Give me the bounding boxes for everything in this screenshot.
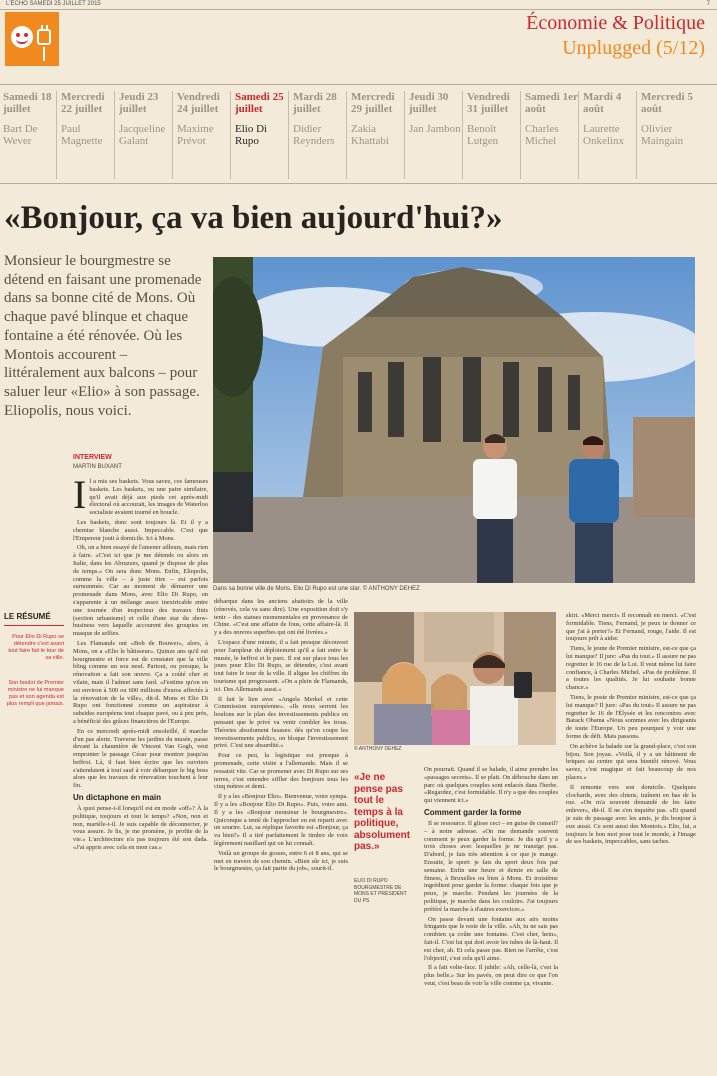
series-title: Unplugged (5/12) xyxy=(562,37,705,59)
main-photo-caption: Dans sa bonne ville de Mons, Elio Di Rupo est une star. © ANTHONY DEHEZ xyxy=(213,586,420,592)
summary-title: LE RÉSUMÉ xyxy=(4,612,51,621)
paragraph: On pourrait. Quand il se balade, il aime prendre les «passages secrets». Il se plait. On débouche dans un parc où quelques couples sont enlacés dans l'herbe. «Regardez, c'est formidable. Il n'y a que des couples qui viennent ici.» xyxy=(424,766,558,805)
schedule-item: Mardi 4 août Laurette Onkelinx xyxy=(580,91,637,179)
paragraph: Les baskets, donc sont toujours là. Et il y a chemise blanche aussi. Impeccable. C'est que l'Empereur jouit à domicile. Ici à Mons. xyxy=(73,518,208,542)
subhead: Comment garder la forme xyxy=(424,807,522,817)
article-column-3 xyxy=(424,766,558,1074)
schedule-item-active: Samedi 25 juillet Elio Di Rupo xyxy=(232,91,289,179)
schedule-item: Jeudi 23 juillet Jacqueline Galant xyxy=(116,91,173,179)
interview-schedule xyxy=(0,84,717,184)
top-rule xyxy=(0,9,717,10)
paragraph: Les Flamands ont «Bob de Bouwer», alors, à Mons, on a «Elio le bâtisseur». Quinze ans qu'il est bourgmestre et force est de constater que la ville bling comme un sou neuf. Partout, ou presque, la rénovation a fait son œuvre. Ça a coûté cher et vilain, mais il l'admet sans fard. «J'estime qu'on en est environ à 500 ou 600 millions d'euros affectés à la rénovation de la ville», dit-il. Mons et Elio Di Rupo ont fonctionné comme un aspirateur à subsides européens tout chaque pavé, ou à peu près, a bénéficié des grâces financières de l'Europe. xyxy=(73,639,208,725)
page-number: 7 xyxy=(706,1,710,7)
pull-quote: «Je ne pense pas tout le temps à la politique, absolument pas.» xyxy=(354,772,411,852)
unplugged-logo-icon xyxy=(5,12,59,66)
byline: MARTIN BUXANT xyxy=(73,464,122,470)
summary-rule xyxy=(4,625,64,626)
article-column-2 xyxy=(214,598,348,1074)
schedule-item: Samedi 1er août Charles Michel xyxy=(522,91,579,179)
pull-quote-source: ELIO DI RUPO BOURGMESTRE DE MONS ET PRÉSIDENT DU PS xyxy=(354,878,407,904)
paragraph: l a mis ses baskets. Vous savez, ces fameuses baskets. Les baskets, ou une paire similaire, qu'il avait déjà aux pieds cet après-midi électoral où accourait, les images de Waterloo socialiste avaient tourné en boucle. xyxy=(89,478,208,517)
paragraph: Tiens, le jeune de Premier ministre, est-ce que ça lui manque? Il jure: «Pas du tout.» Il assure ne pas regretter le 16 rue de la Loi. Il veut même lui faire confiance, à Charles Michel. «Pas de problème. Il a toutes les qualités. Je lui souhaite bonne chance.» xyxy=(566,645,696,692)
plug-icon xyxy=(37,29,51,45)
paragraph: On passe devant une fontaine aux airs moins fringants que le reste de la ville. «Ah, tu ne sais pas combien ça coûte une fontaine. C'est cher, hein», fait-il. C'est lui qui doit avoir les tubes de là-haut. Il est cher, ah. Et cela passe pas. Rien ne l'arrête, c'est l'objectif, c'est cela qu'il aime. xyxy=(424,915,558,962)
selfie-photo-illustration xyxy=(354,612,556,745)
paragraph: Il fait le lien avec «Angela Merkel et cette Commission européenne». «Ils nous serrent les boulons sur le plan des investissements publics en pensant que le privé va venir combler les trous. Théories absolument fausses: dès qu'on coupe les investissements publics, on bloque l'investissement privé. C'est une absurdité.» xyxy=(214,695,348,750)
selfie-photo-caption: © ANTHONY DEHEZ xyxy=(354,746,402,752)
schedule-item: Samedi 18 juillet Bart De Wever xyxy=(0,91,57,179)
schedule-item: Vendredi 24 juillet Maxime Prévot xyxy=(174,91,231,179)
kicker: INTERVIEW xyxy=(73,454,112,461)
paragraph: Pour ce peu, la logistique est presque à promenade, cette visite a l'allemande. Mais il se ressaisit vite. Car se promener avec Di Rupo sur ses terres, c'est entendre siffler des bonjours tous les cinq mètres et demi. xyxy=(214,752,348,791)
paragraph: Il remonte vers son domicile. Quelques clochards, avec des chiens, traînent en bas de la rue. «On m'a souvent demandé de les faire enlever», dit-il. Il ne s'en inquiète pas. «Et quand je suis de passage avec les amis, je dis bonjour à eux aussi. Ce sont aussi des Montois.» Elio, lui, a toujours le bon mot pour tout le monde, à l'image de ses baskets, impeccables, sans taches. xyxy=(566,783,696,846)
schedule-item: Mercredi 5 août Olivier Maingain xyxy=(641,91,693,147)
paragraph: Tiens, le poste de Premier ministre, est-ce que ça lui manque? Il jure: «Pas du tout» Il assure ne pas regretter le 16 de l'Élysée et les rencontres avec Barack Obama «Nous sommes avec les dirigeants de toute l'Europe. Un peu pourquoi y voir une forme de défi. Mais passons. xyxy=(566,693,696,740)
paragraph: Il se ressource. Il glisse ceci – en guise de conseil? – à notre adresse. «On me demande souvent comment je peux garder la forme. Je dis qu'il y a trois choses avec lesquelles je ne transige pas. D'abord, je fais très attention à ce que je mange. Ensuite, le sport: je fais du sport deux fois par semaine. Enfin une heure et demie en salle de fitness, à Bruxelles ou bien à Mons. Et troisième ingrédient pour garder la forme: chaque fois que je peux, je marche. Pendant les journées de la politique, je marche dans les couloirs. J'ai toujours préféré la marche à d'autres exercices.» xyxy=(424,819,558,913)
article-column-1 xyxy=(73,478,208,1074)
smiley-face-icon xyxy=(11,26,33,48)
paragraph: On achève la balade sur la grand-place, c'est son bijou. Son joyau. «Voilà, il y a un bâtiment de briques au centre qui sera bientôt rénové. Vous savez, c'est magique et fait beaucoup de nos places.» xyxy=(566,742,696,781)
schedule-item: Mercredi 29 juillet Zakia Khattabi xyxy=(348,91,405,179)
summary-point: Son boulot de Premier ministre ne lui manque pas et son agenda est plus rempli que jamais. xyxy=(6,680,64,707)
paragraph: Oh, on a bien essayé de l'amener ailleurs, mais rien à faire. «C'est ici que je me détends ou alors en Italie, dans les Abruzzes, quand je dispose de plus de temps.» On sera donc Mons. Enfin, Eliopolis, comme la ville – à juste titre – est parfois surnommée. Car au moment de démarrer une promenade dans Mons, avec Elio Di Rupo, on s'apparente à un mélange assez inextricable entre une tournée d'un inspecteur des travaux finis (section urbanisme) et celle d'une star du show-business vers laquelle accourent des groupies en masque de selfies. xyxy=(73,544,208,638)
cathedral-photo-illustration xyxy=(213,257,695,583)
paragraph: Il a fait volte-face. Il jubile: «Ah, celle-là, c'est la plus belle.» Sur les pavés, on peut dire ce que l'on veut, c'est beau de voir la ville comme ça, vivante. xyxy=(424,964,558,987)
schedule-item: Vendredi 31 juillet Benoît Lutgen xyxy=(464,91,521,179)
paragraph: À quoi pense-t-il lorsqu'il est en mode «off»? À la politique, toujours et tout le temps? «Non, non et non, martèle-t-il. Je suis capable de déconnecter, je vous assure. Je lis, je me promène, je profite de la vie.» L'architecture n'a pas toujours été son dada. «J'ai appris avec cela en mon cas.» xyxy=(73,805,208,852)
lede: Monsieur le bourgmestre se détend en faisant une promenade dans sa bonne cité de Mons. Où chaque pavé blinque et chaque fontaine a été rénovée. Où les Montois accourent – littéralement aux balcons – pour saluer leur «Elio» à son passage. Eliopolis, nous voici. xyxy=(4,253,202,419)
paragraph: Voilà un groupe de gosses, entre 6 et 8 ans, qui se met en travers de son chemin. «Bien sûr ici, je suis le bourgmestre, ça fait partie du job», sourit-il. xyxy=(214,849,348,873)
paragraph: Il y a les «Bonjour Elio». Bienvenue, votre sympa. Il y a les «Bonjour Elio Di Rupo». Puis, votre ami. Il y a les «Bonjour monsieur le bourgmestre». Quiconque a tenté de l'approcher en est reparti avec un sourire. Lui, sa réplique favorite est «Bonjour, ça va bien?» Il a tiré parfaitement le timbre de voix légèrement nasillard qui on lui connaît. xyxy=(214,793,348,847)
main-photo xyxy=(213,257,695,583)
paragraph: En ce mercredi après-midi ensoleillé, il marche d'un pas alerte. Traverse les jardins du musée, passe devant la chaumière de Vincent Van Gogh, veut emprunter le passage César pour montrer jusqu'au beffroi. Là, il faut bien écrire que les ouvriers s'attendaient à tout sauf à voir débarquer le big boss alors que les travaux de rénovation touchent à leur fin. xyxy=(73,727,208,790)
schedule-item: Jeudi 30 juillet Jan Jambon xyxy=(406,91,463,179)
dropcap: I xyxy=(73,478,87,517)
publication-line: L'ÉCHO SAMEDI 25 JUILLET 2015 xyxy=(6,1,101,7)
paragraph: L'espace d'une minute, il a fait presque découvert pour l'ampleur du déploiement qu'il a fait entre le musée, le beffroi et le parc. Il est sur place tous les jours pour Elio Di Rupo, se détendre, c'est avant tout faire le tour de la ville. Il aligne les chiffres du tourisme qui progressent. «On a plein de Flamands, ici. Des Allemands aussi.» xyxy=(214,638,348,693)
schedule-item: Mardi 28 juillet Didier Reynders xyxy=(290,91,347,179)
schedule-item: Mercredi 22 juillet Paul Magnette xyxy=(58,91,115,179)
selfie-photo xyxy=(354,612,556,745)
section-title: Économie & Politique xyxy=(526,12,705,34)
summary-point: Pour Elio Di Rupo se détendre c'est avant tout faire fait le tour de sa ville. xyxy=(8,634,64,661)
paragraph: débarque dans les anciens abattoirs de la ville (rénovés, cela va sans dire). Une exposition doit s'y tenir – des statues monumentales en provenance de Chine. «C'est une affaire de fous, cette affaire-là. Il y a des œuvres superbes qui ont été livrées.» xyxy=(214,598,348,637)
person-girl-blonde xyxy=(431,674,472,745)
headline: «Bonjour, ça va bien aujourd'hui?» xyxy=(4,200,503,236)
article-column-4 xyxy=(566,612,696,1074)
paragraph: skirt. «Merci merci» Il reconnaît en merci. «C'est formidable. Tiens, Fernand, je peux te donner ce que j'ai à porter?» Et Fernand, rouge, l'aide. Il est toujours prêt à aider. xyxy=(566,612,696,643)
subhead: Un dictaphone en main xyxy=(73,793,162,803)
